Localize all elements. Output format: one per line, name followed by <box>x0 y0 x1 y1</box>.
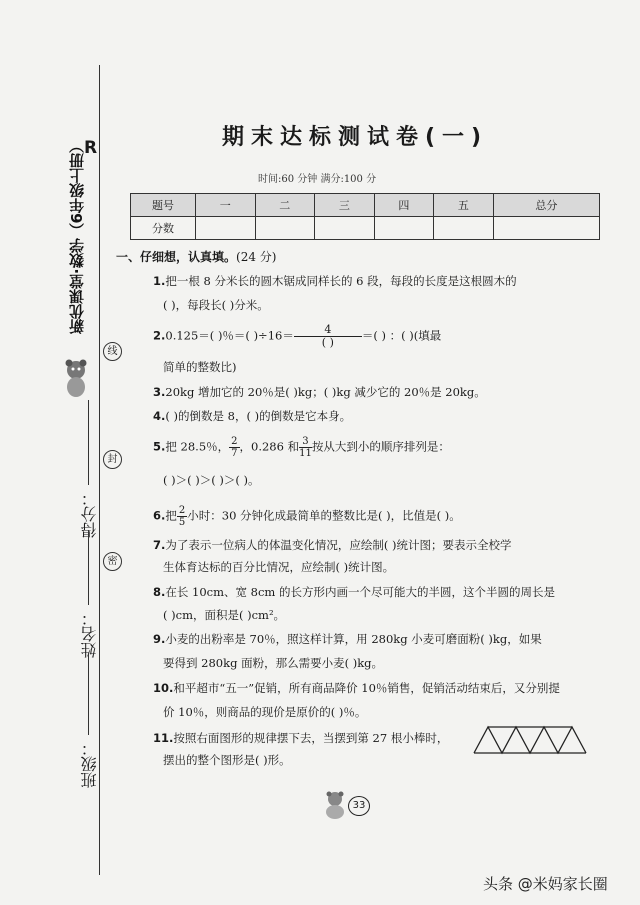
question-5 <box>153 436 450 459</box>
brand-label: 新优课堂·数学（6年级上册） <box>68 138 86 335</box>
score-cell[interactable] <box>196 217 256 240</box>
table-header-cell: 题号 <box>131 194 196 217</box>
binding-mark-feng: 封 <box>103 450 122 469</box>
question-number: 3. <box>153 385 166 399</box>
source-watermark: 头条 @米妈家长圈 <box>483 875 608 893</box>
fraction <box>299 436 312 459</box>
question-number: 5. <box>153 439 166 454</box>
fraction-denominator: 7 <box>231 448 238 459</box>
section-points: (24 分) <box>236 250 277 264</box>
question-8-line2[interactable]: ( )cm，面积是( )cm²。 <box>163 608 286 622</box>
question-3[interactable] <box>153 385 486 400</box>
question-text: 按照右面图形的规律摆下去，当摆到第 27 根小棒时， <box>173 731 449 745</box>
question-9-line2[interactable]: 要得到 280kg 面粉，那么需要小麦( )kg。 <box>163 656 384 670</box>
time-score-info: 时间:60 分钟 满分:100 分 <box>258 174 377 185</box>
table-row <box>131 194 600 217</box>
section-title: 一、仔细想，认真填。 <box>116 250 237 264</box>
question-number: 9. <box>153 632 166 646</box>
fraction <box>177 505 187 528</box>
fraction-numerator: 3 <box>299 436 312 448</box>
score-cell[interactable] <box>255 217 315 240</box>
class-field-line[interactable] <box>88 655 89 735</box>
table-row-label: 分数 <box>131 217 196 240</box>
fraction <box>294 324 362 349</box>
fraction-numerator: 2 <box>178 505 186 516</box>
question-5-line2[interactable]: ( )＞( )＞( )＞( )。 <box>163 473 260 487</box>
table-header-cell: 二 <box>255 194 315 217</box>
question-text: 把一根 8 分米长的圆木锯成同样长的 6 段，每段的长度是这根圆木的 <box>165 274 517 288</box>
page-number: 33 <box>348 796 370 816</box>
question-10-line2[interactable]: 价 10％，则商品的现价是原价的( )％。 <box>163 705 367 719</box>
question-number: 1. <box>153 274 166 288</box>
question-text: 小麦的出粉率是 70％，照这样计算，用 280kg 小麦可磨面粉( )kg，如果 <box>165 632 542 646</box>
fraction-denominator: 5 <box>178 517 186 528</box>
score-field-line[interactable] <box>88 400 89 485</box>
score-cell[interactable] <box>493 217 599 240</box>
fraction-denominator: 11 <box>299 448 312 459</box>
question-number: 6. <box>153 508 166 523</box>
section-heading <box>116 248 276 265</box>
table-header-cell: 总分 <box>493 194 599 217</box>
fraction-numerator: 4 <box>294 324 362 337</box>
question-2-line2: 简单的整数比) <box>163 360 237 374</box>
question-text: 在长 10cm、宽 8cm 的长方形内画一个尽可能大的半圆，这个半圆的周长是 <box>165 585 555 599</box>
name-field-line[interactable] <box>88 530 89 605</box>
fraction <box>229 436 239 459</box>
binding-mark-xian: 线 <box>103 342 122 361</box>
question-number: 10. <box>153 681 174 695</box>
question-text: 把 28.5％， <box>165 439 230 454</box>
question-number: 8. <box>153 585 166 599</box>
edition-letter: R <box>84 138 98 158</box>
question-text: ( )的倒数是 8，( )的倒数是它本身。 <box>165 409 352 423</box>
question-7-line2[interactable]: 生体育达标的百分比情况，应绘制( )统计图。 <box>163 560 395 574</box>
question-7[interactable] <box>153 538 512 553</box>
question-9[interactable] <box>153 632 542 647</box>
binding-mark-mi: 密 <box>103 552 122 571</box>
table-row <box>131 217 600 240</box>
question-10 <box>153 681 560 696</box>
question-text: 为了表示一位病人的体温变化情况，应绘制( )统计图；要表示全校学 <box>165 538 512 552</box>
question-1 <box>153 274 517 289</box>
question-11 <box>153 731 448 746</box>
score-cell[interactable] <box>434 217 494 240</box>
score-table <box>130 193 600 240</box>
page-title: 期末达标测试卷(一) <box>221 125 489 150</box>
class-field-label: 班级： <box>80 740 99 788</box>
question-number: 2. <box>153 328 166 343</box>
fraction-numerator: 2 <box>231 436 238 447</box>
table-header-cell: 四 <box>374 194 434 217</box>
question-text: ，0.286 和 <box>239 439 300 454</box>
question-number: 4. <box>153 409 166 423</box>
table-header-cell: 一 <box>196 194 256 217</box>
question-11-line2[interactable]: 摆出的整个图形是( )形。 <box>163 753 291 767</box>
question-8 <box>153 585 555 600</box>
question-2[interactable] <box>153 324 441 349</box>
question-text: 按从大到小的顺序排列是： <box>311 439 450 454</box>
score-field-label: 得分： <box>80 490 99 538</box>
question-text: ＝( ) ：( )(填最 <box>361 328 442 343</box>
question-6[interactable] <box>153 505 461 528</box>
question-text: 20kg 增加它的 20％是( )kg；( )kg 减少它的 20％是 20kg。 <box>165 385 486 399</box>
question-text: 和平超市“五一”促销，所有商品降价 10％销售，促销活动结束后，又分别提 <box>173 681 560 695</box>
question-4[interactable] <box>153 409 351 424</box>
question-text: 小时：30 分钟化成最简单的整数比是( )，比值是( )。 <box>187 508 461 523</box>
mascot-icon <box>62 358 90 398</box>
question-text: 把 <box>165 508 177 523</box>
table-header-cell: 五 <box>434 194 494 217</box>
question-1-line2[interactable]: ( )，每段长( )分米。 <box>163 298 269 312</box>
mascot-icon <box>322 790 350 820</box>
name-field-label: 姓名： <box>80 610 99 658</box>
question-number: 11. <box>153 731 174 745</box>
fraction-denominator[interactable]: ( ) <box>321 336 334 349</box>
question-number: 7. <box>153 538 166 552</box>
table-header-cell: 三 <box>315 194 375 217</box>
question-text: 0.125＝( )％＝( )÷16＝ <box>165 328 294 343</box>
score-cell[interactable] <box>315 217 375 240</box>
triangle-pattern-figure <box>472 725 590 755</box>
score-cell[interactable] <box>374 217 434 240</box>
